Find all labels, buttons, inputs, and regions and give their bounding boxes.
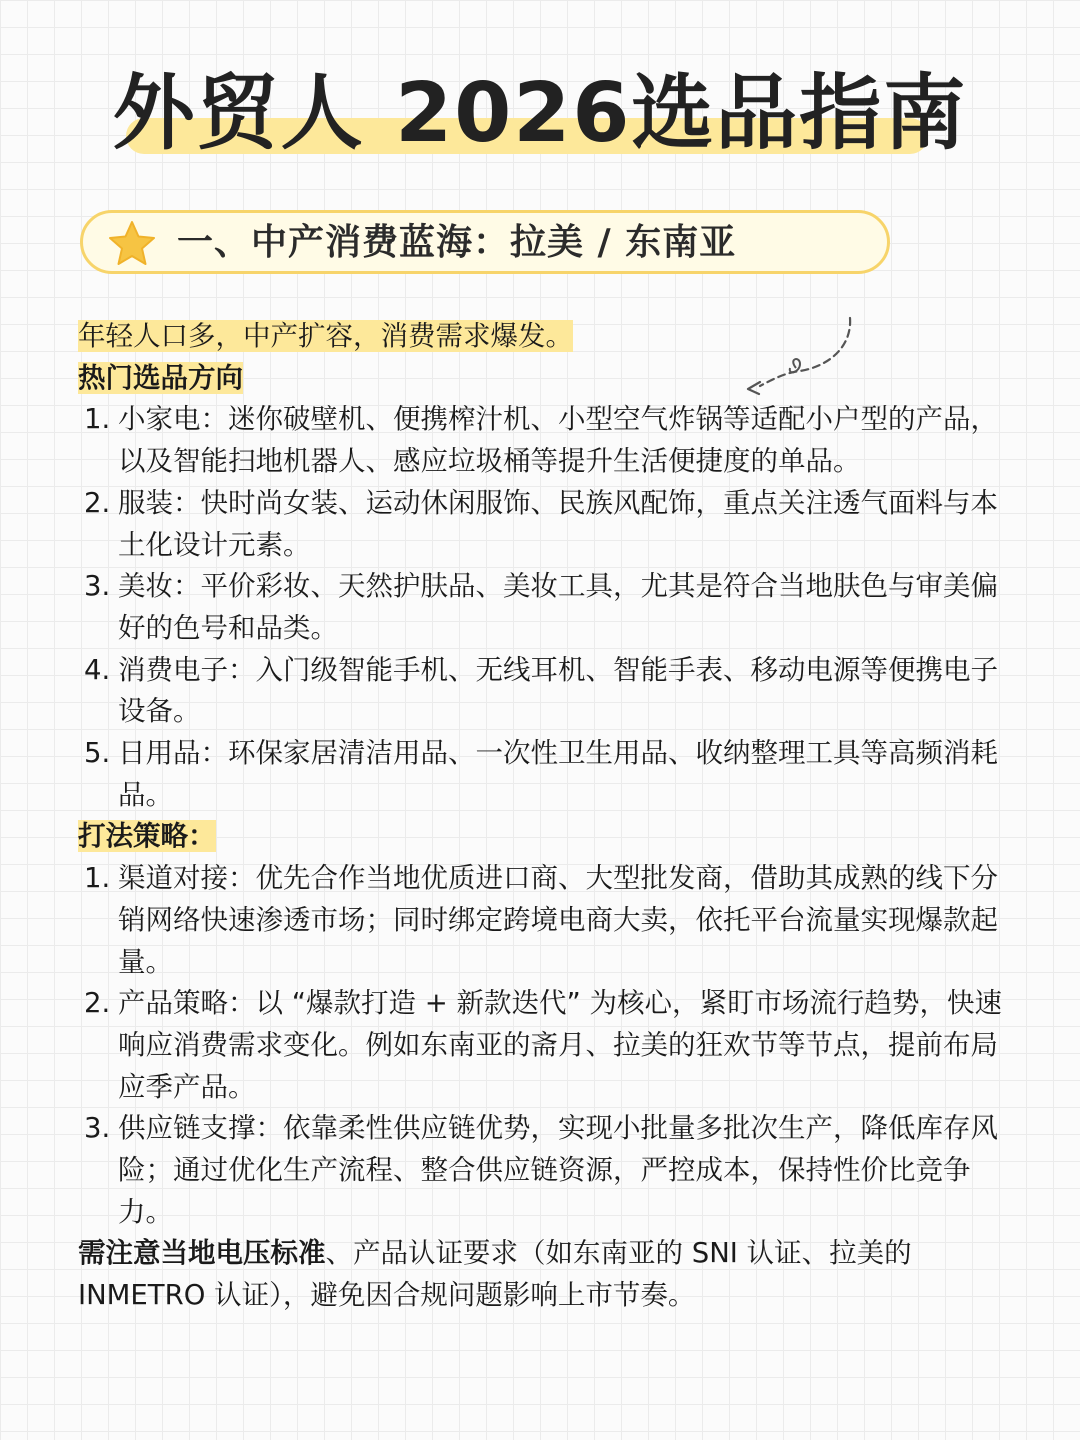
section-title: 一、中产消费蓝海：拉美 / 东南亚: [177, 222, 737, 263]
list-item: 2. 产品策略：以 “爆款打造 + 新款迭代” 为核心，紧盯市场流行趋势，快速响应消费需求变化。例如东南亚的斋月、拉美的狂欢节等节点，提前布局应季产品。: [84, 987, 1002, 1103]
list-item: 5. 日用品：环保家居清洁用品、一次性卫生用品、收纳整理工具等高频消耗品。: [84, 737, 998, 811]
hot-heading-line: [78, 358, 1003, 400]
list-item: 3. 美妆：平价彩妆、天然护肤品、美妆工具，尤其是符合当地肤色与审美偏好的色号和品类。: [84, 570, 998, 644]
list-item: 1. 小家电：迷你破壁机、便携榨汁机、小型空气炸锅等适配小户型的产品，以及智能扫地机器人、感应垃圾桶等提升生活便捷度的单品。: [84, 403, 998, 478]
strategy-heading-line: [78, 816, 1003, 858]
hot-list: [78, 399, 1003, 816]
article-body: [78, 316, 1003, 1317]
section-header: [80, 210, 890, 274]
strategy-heading: 打法策略：: [78, 820, 216, 853]
hot-heading: 热门选品方向: [78, 361, 243, 394]
intro-line: 年轻人口多，中产扩容，消费需求爆发。: [78, 320, 573, 352]
list-item: 3. 供应链支撑：依靠柔性供应链优势，实现小批量多批次生产，降低库存风险；通过优化生产流程、整合供应链资源，严控成本，保持性价比竞争力。: [84, 1112, 998, 1228]
page-title: 外贸人 2026选品指南: [112, 66, 968, 161]
list-item: 1. 渠道对接：优先合作当地优质进口商、大型批发商，借助其成熟的线下分销网络快速渗透市场；同时绑定跨境电商大卖，依托平台流量实现爆款起量。: [84, 862, 998, 978]
star-icon: [107, 219, 157, 269]
title-block: [0, 62, 1080, 172]
list-item: 2. 服装：快时尚女装、运动休闲服饰、民族风配饰，重点关注透气面料与本土化设计元素。: [84, 486, 998, 561]
list-item: 4. 消费电子：入门级智能手机、无线耳机、智能手表、移动电源等便携电子设备。: [84, 653, 998, 728]
strategy-list: [78, 858, 1003, 1233]
compliance-note: 需注意当地电压标准、产品认证要求（如东南亚的 SNI 认证、拉美的 INMETRO 认证），避免因合规问题影响上市节奏。: [78, 1237, 912, 1312]
